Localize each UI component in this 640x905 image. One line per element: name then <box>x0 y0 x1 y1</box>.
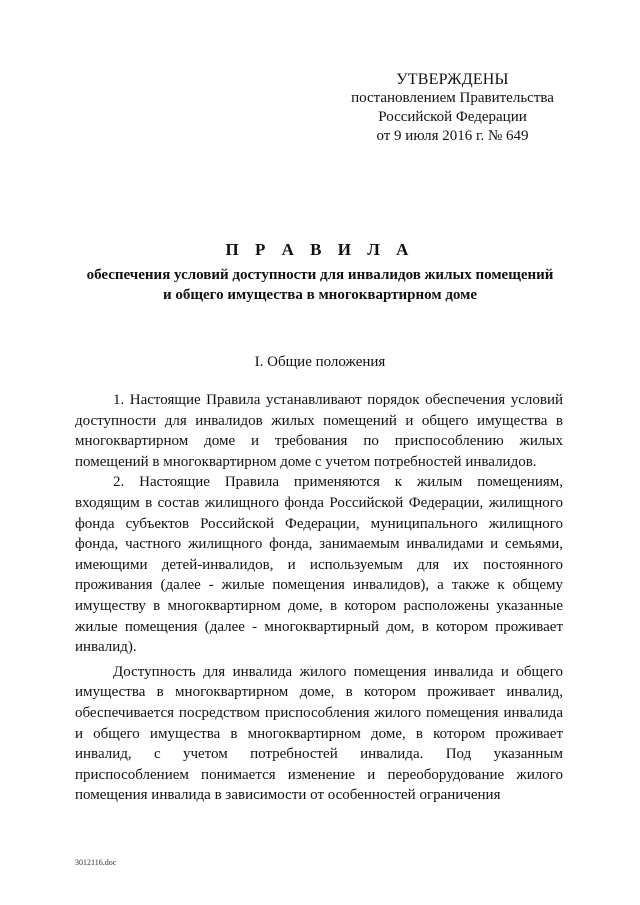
paragraph: Доступность для инвалида жилого помещения инвалида и общего имущества в многоквартирном доме, в котором проживает инвалид, обеспечивается посредством приспособления жилого помещения инвалида и общего имущества в многоквартирном доме, в котором проживает инвалид, с учетом потребностей инвалида. Под указанным приспособлением понимается изменение и переоборудование жилого помещения инвалида в зависимости от особенностей ограничения <box>75 663 563 804</box>
approval-stamp <box>345 70 560 146</box>
document-body <box>75 390 563 806</box>
approval-line: Российской Федерации <box>378 109 527 125</box>
document-subtitle <box>60 265 580 305</box>
approval-date: от 9 июля 2016 г. № 649 <box>376 128 529 144</box>
footer-filename: 3012116.doc <box>75 858 117 867</box>
subtitle-line: и общего имущества в многоквартирном доме <box>162 287 478 303</box>
section-heading: I. Общие положения <box>254 354 386 370</box>
paragraph: 2. Настоящие Правила применяются к жилым помещениям, входящим в состав жилищного фонда Российской Федерации, жилищного фонда субъектов Российской Федерации, муниципального жилищного фонда, частного жилищного фонда, занимаемым инвалидами и семьями, имеющими детей-инвалидов, и используемым для их постоянного проживания (далее - жилые помещения инвалидов), а также к общему имуществу в многоквартирном доме, в котором расположены указанные жилые помещения (далее - многоквартирный дом, в котором проживает инвалид). <box>75 474 563 656</box>
paragraph: 1. Настоящие Правила устанавливают порядок обеспечения условий доступности для инвалидов жилых помещений и общего имущества в многоквартирном доме и требования по приспособлению жилых помещений в многоквартирном доме с учетом потребностей инвалидов. <box>75 392 563 470</box>
approval-line: постановлением Правительства <box>351 90 554 106</box>
approval-title: УТВЕРЖДЕНЫ <box>396 71 509 88</box>
document-title: П Р А В И Л А <box>225 240 415 259</box>
subtitle-line: обеспечения условий доступности для инвалидов жилых помещений <box>86 267 554 283</box>
